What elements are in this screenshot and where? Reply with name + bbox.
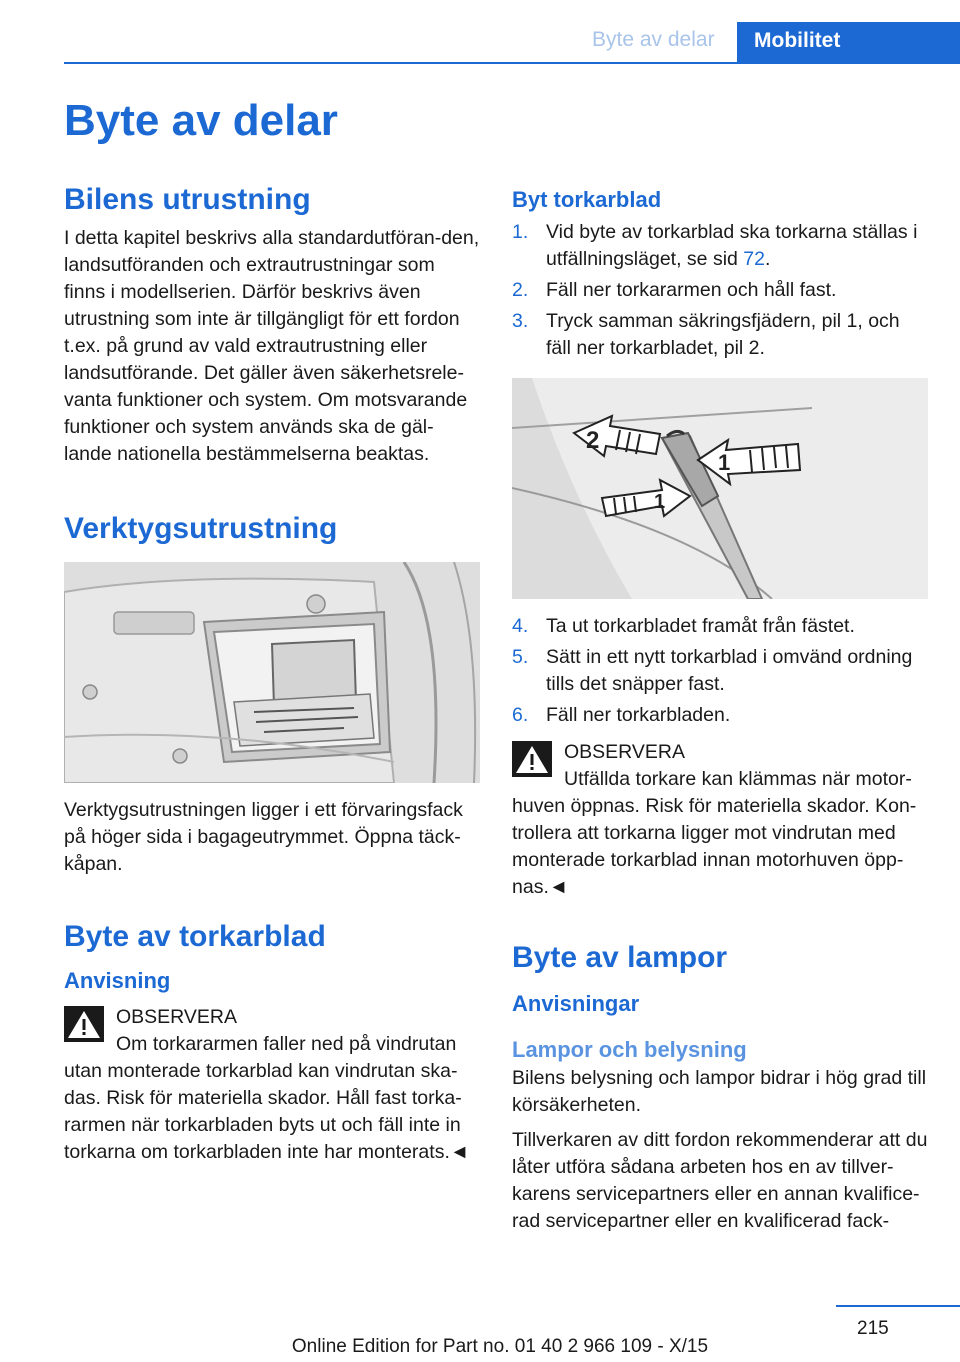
step-number: 3.	[512, 310, 529, 332]
replace-warning	[512, 739, 928, 901]
wiper-heading: Byte av torkarblad	[64, 920, 326, 953]
lamps-subsubheading: Lampor och belysning	[512, 1037, 747, 1062]
toolkit-illustration	[64, 562, 480, 783]
warning-title: OBSERVERA	[116, 1006, 238, 1028]
wiper-warning	[64, 1004, 480, 1166]
wiper-illustration	[512, 378, 928, 599]
lamps-heading: Byte av lampor	[512, 941, 728, 974]
warning-icon	[64, 1006, 104, 1042]
arrow-2-label: 2	[586, 427, 600, 454]
header-chapter-tab: Mobilitet	[737, 22, 960, 63]
warning-icon	[512, 741, 552, 777]
page-reference-link[interactable]: 72	[743, 248, 765, 270]
step-item	[512, 613, 928, 640]
lamps-body-2: Tillverkaren av ditt fordon rekommenderar att du låter utföra sådana arbeten hos en av tillver-karens servicepartners eller en annan kvalifice-rad servicepartner eller en kvalificerad fack-	[512, 1129, 928, 1232]
equipment-body: I detta kapitel beskrivs alla standardutföran-den, landsutföranden och extrautrustningar som finns i modellserien. Därför beskrivs även utrustning som inte är tillgängligt för ett fordon t.ex. på grund av vald extrautrustning eller landsutförande. Det gäller även säkerhetsrele-vanta funktioner och system. Om motsvarande funktioner och system används ska de gäl-lande nationella bestämmelserna beaktas.	[64, 227, 480, 465]
left-column	[64, 183, 480, 1166]
step-item	[512, 644, 928, 698]
footer-edition: Online Edition for Part no. 01 40 2 966 109 - X/15	[291, 1336, 709, 1357]
replace-steps-part2	[512, 613, 928, 729]
wiper-figure	[512, 378, 928, 599]
warning-title: OBSERVERA	[564, 741, 686, 763]
page-number: 215	[857, 1318, 889, 1339]
step-text: Vid byte av torkarblad ska torkarna ställas i utfällningsläget, se sid	[546, 221, 918, 270]
tools-heading: Verktygsutrustning	[64, 512, 338, 545]
step-item	[512, 219, 928, 273]
arrow-1b-label: 1	[654, 491, 666, 513]
lamps-subheading: Anvisningar	[512, 991, 640, 1016]
step-item	[512, 308, 928, 362]
header-section: Byte av delar	[592, 28, 715, 51]
step-number: 6.	[512, 704, 529, 726]
toolkit-figure	[64, 562, 480, 783]
footer-rule	[836, 1305, 960, 1307]
step-text: Sätt in ett nytt torkarblad i omvänd ordning tills det snäpper fast.	[546, 646, 913, 695]
replace-steps-part1	[512, 219, 928, 362]
equipment-heading: Bilens utrustning	[64, 183, 311, 216]
step-text: Ta ut torkarbladet framåt från fästet.	[546, 615, 855, 637]
warning-text: Utfällda torkare kan klämmas när motor-huven öppnas. Risk för materiella skador. Kon-trollera att torkarna ligger mot vindrutan med monterade torkarblad innan motorhuven öpp-nas.◄	[512, 768, 917, 898]
header-rule	[64, 62, 960, 64]
step-item	[512, 702, 928, 729]
lamps-body-1: Bilens belysning och lampor bidrar i hög grad till körsäkerheten.	[512, 1067, 927, 1116]
page-title: Byte av delar	[64, 96, 338, 145]
step-text: Fäll ner torkararmen och håll fast.	[546, 279, 837, 301]
step-number: 4.	[512, 615, 529, 637]
arrow-1-label: 1	[718, 450, 731, 475]
wiper-subheading: Anvisning	[64, 968, 171, 993]
step-item	[512, 277, 928, 304]
step-text: Tryck samman säkringsfjädern, pil 1, och fäll ner torkarbladet, pil 2.	[546, 310, 900, 359]
step-number: 5.	[512, 646, 529, 668]
step-number: 1.	[512, 221, 529, 243]
tools-caption: Verktygsutrustningen ligger i ett förvaringsfack på höger sida i bagageutrymmet. Öppna täck-kåpan.	[64, 799, 463, 875]
replace-wiper-heading: Byt torkarblad	[512, 187, 662, 212]
warning-text: Om torkararmen faller ned på vindrutan utan monterade torkarblad kan vindrutan ska-das. Risk för materiella skador. Håll fast torka-rarmen när torkarbladen byts ut och fäll inte in torkarna om torkarbladen inte har monterats.◄	[64, 1033, 470, 1163]
right-column	[512, 183, 928, 1235]
step-text: Fäll ner torkarbladen.	[546, 704, 731, 726]
step-number: 2.	[512, 279, 529, 301]
step-suffix: .	[765, 248, 771, 270]
